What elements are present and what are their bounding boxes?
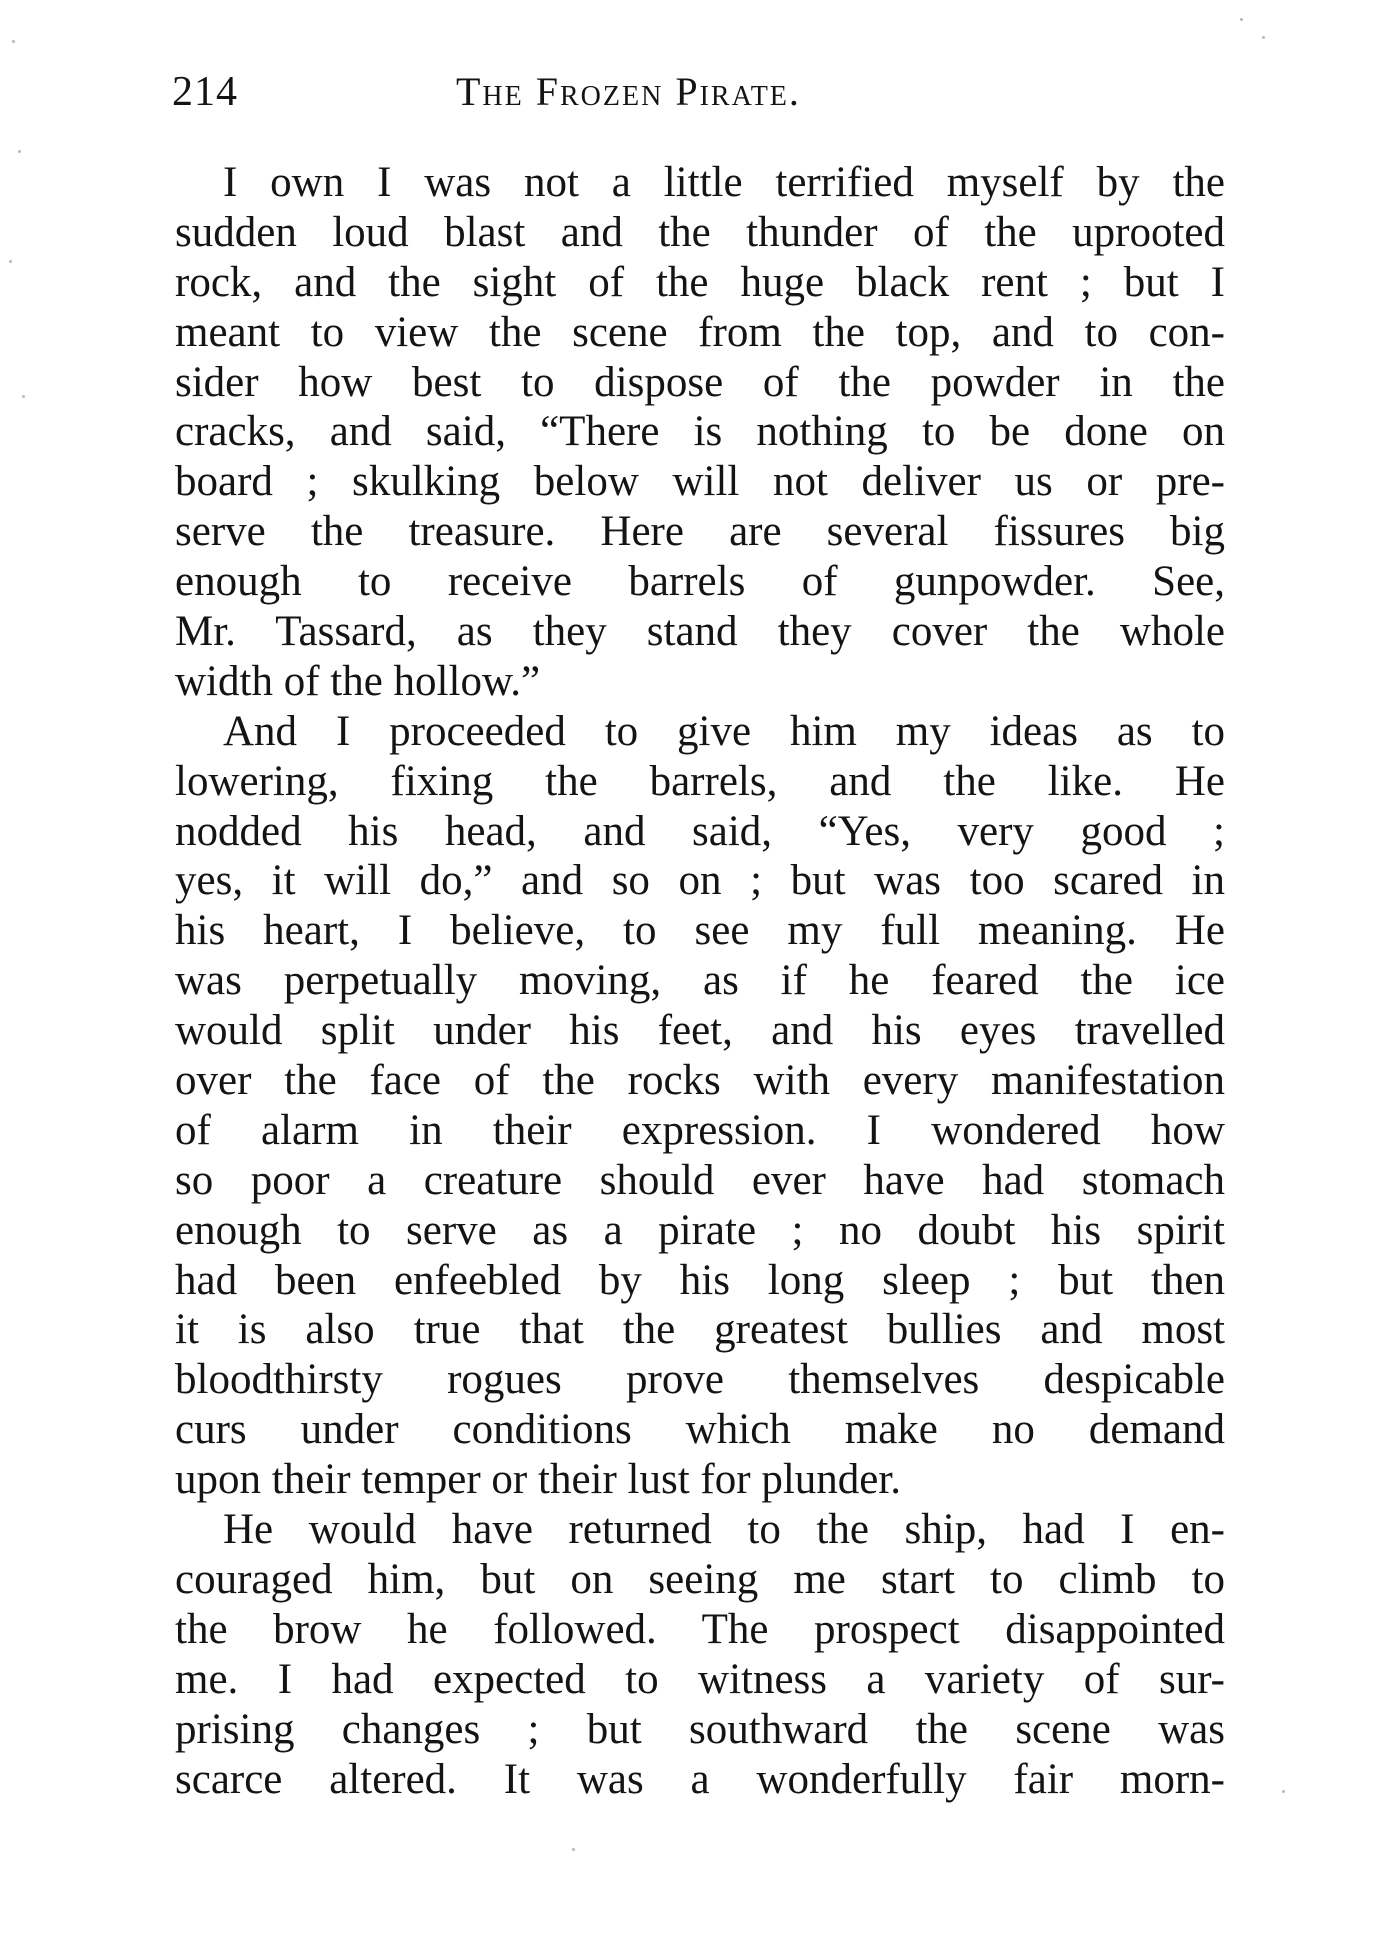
text-line: had been enfeebled by his long sleep ; but then xyxy=(175,1256,1225,1304)
scan-speck xyxy=(1240,18,1243,21)
text-line: couraged him, but on seeing me start to climb to xyxy=(175,1555,1225,1603)
text-line: nodded his head, and said, “Yes, very good ; xyxy=(175,807,1225,855)
text-line: over the face of the rocks with every manifestation xyxy=(175,1057,1225,1105)
text-line: width of the hollow.” xyxy=(175,657,541,705)
text-line: bloodthirsty rogues prove themselves despicable xyxy=(175,1356,1225,1404)
text-line: board ; skulking below will not deliver us or pre- xyxy=(175,458,1225,506)
text-line: Mr. Tassard, as they stand they cover the whole xyxy=(175,608,1225,656)
scan-speck xyxy=(572,1848,575,1851)
text-line: And I proceeded to give him my ideas as to xyxy=(223,707,1225,755)
text-line: enough to receive barrels of gunpowder. See, xyxy=(175,558,1225,606)
text-line: the brow he followed. The prospect disappointed xyxy=(175,1605,1225,1653)
text-line: serve the treasure. Here are several fissures big xyxy=(175,508,1225,556)
text-line: prising changes ; but southward the scene was xyxy=(175,1705,1225,1753)
text-line: enough to serve as a pirate ; no doubt his spirit xyxy=(175,1206,1225,1254)
text-line: it is also true that the greatest bullies and most xyxy=(175,1306,1225,1354)
text-line: lowering, fixing the barrels, and the like. He xyxy=(175,757,1225,805)
scan-speck xyxy=(22,395,25,398)
text-line: of alarm in their expression. I wondered how xyxy=(175,1106,1225,1154)
text-line: me. I had expected to witness a variety of sur- xyxy=(175,1655,1225,1703)
text-line: He would have returned to the ship, had I en- xyxy=(223,1506,1225,1554)
scan-speck xyxy=(9,260,12,263)
text-line: cracks, and said, “There is nothing to be done on xyxy=(175,408,1225,456)
text-line: meant to view the scene from the top, and to con- xyxy=(175,308,1225,356)
text-line: sudden loud blast and the thunder of the uprooted xyxy=(175,208,1225,256)
running-head xyxy=(170,62,1230,122)
text-line: would split under his feet, and his eyes travelled xyxy=(175,1007,1225,1055)
scan-speck xyxy=(1262,36,1265,39)
text-line: sider how best to dispose of the powder in the xyxy=(175,358,1225,406)
text-line: was perpetually moving, as if he feared the ice xyxy=(175,957,1225,1005)
scan-speck xyxy=(1282,1790,1285,1793)
scan-speck xyxy=(18,150,21,153)
text-line: his heart, I believe, to see my full meaning. He xyxy=(175,907,1225,955)
running-title: The Frozen Pirate. xyxy=(456,69,801,114)
text-line: I own I was not a little terrified myself by the xyxy=(223,159,1225,206)
text-line: upon their temper or their lust for plunder. xyxy=(175,1456,902,1504)
scan-speck xyxy=(12,40,15,43)
text-line: so poor a creature should ever have had stomach xyxy=(175,1156,1225,1204)
page-number: 214 xyxy=(172,69,238,115)
text-line: yes, it will do,” and so on ; but was too scared in xyxy=(175,857,1225,905)
text-line: curs under conditions which make no demand xyxy=(175,1406,1225,1454)
body-text xyxy=(175,158,1225,1804)
text-line: scarce altered. It was a wonderfully fair morn- xyxy=(175,1755,1225,1803)
text-line: rock, and the sight of the huge black rent ; but I xyxy=(175,258,1225,306)
